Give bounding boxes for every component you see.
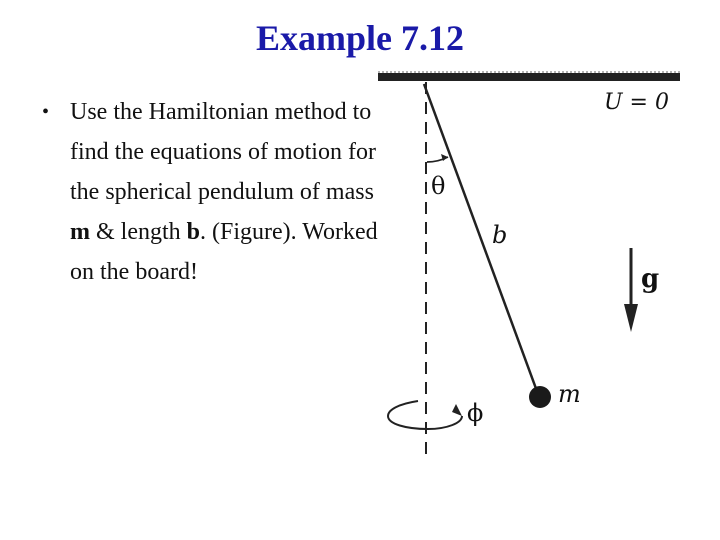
gravity-label: g <box>641 264 660 294</box>
theta-arc <box>427 154 448 162</box>
mass-symbol: m <box>70 219 90 245</box>
bullet-marker: • <box>42 101 50 123</box>
theta-label: θ <box>431 172 446 200</box>
gravity-arrow-icon <box>624 248 638 332</box>
bullet-text-part1: Use the Hamiltonian method to find the equations of motion for the spherical pendulum of mass <box>70 99 376 205</box>
ceiling <box>378 72 680 81</box>
bullet-text-part3: . (Figure). Worked on the board! <box>70 219 378 285</box>
mass-label: m <box>558 380 581 408</box>
pendulum-bob <box>529 386 551 408</box>
potential-label: U = 0 <box>604 90 669 115</box>
length-symbol: b <box>186 219 201 245</box>
length-label: b <box>492 221 508 249</box>
phi-label: ϕ <box>467 399 484 427</box>
slide-title: Example 7.12 <box>255 18 464 58</box>
bullet-text-part2: & length <box>90 219 187 245</box>
pendulum-string <box>424 84 538 394</box>
